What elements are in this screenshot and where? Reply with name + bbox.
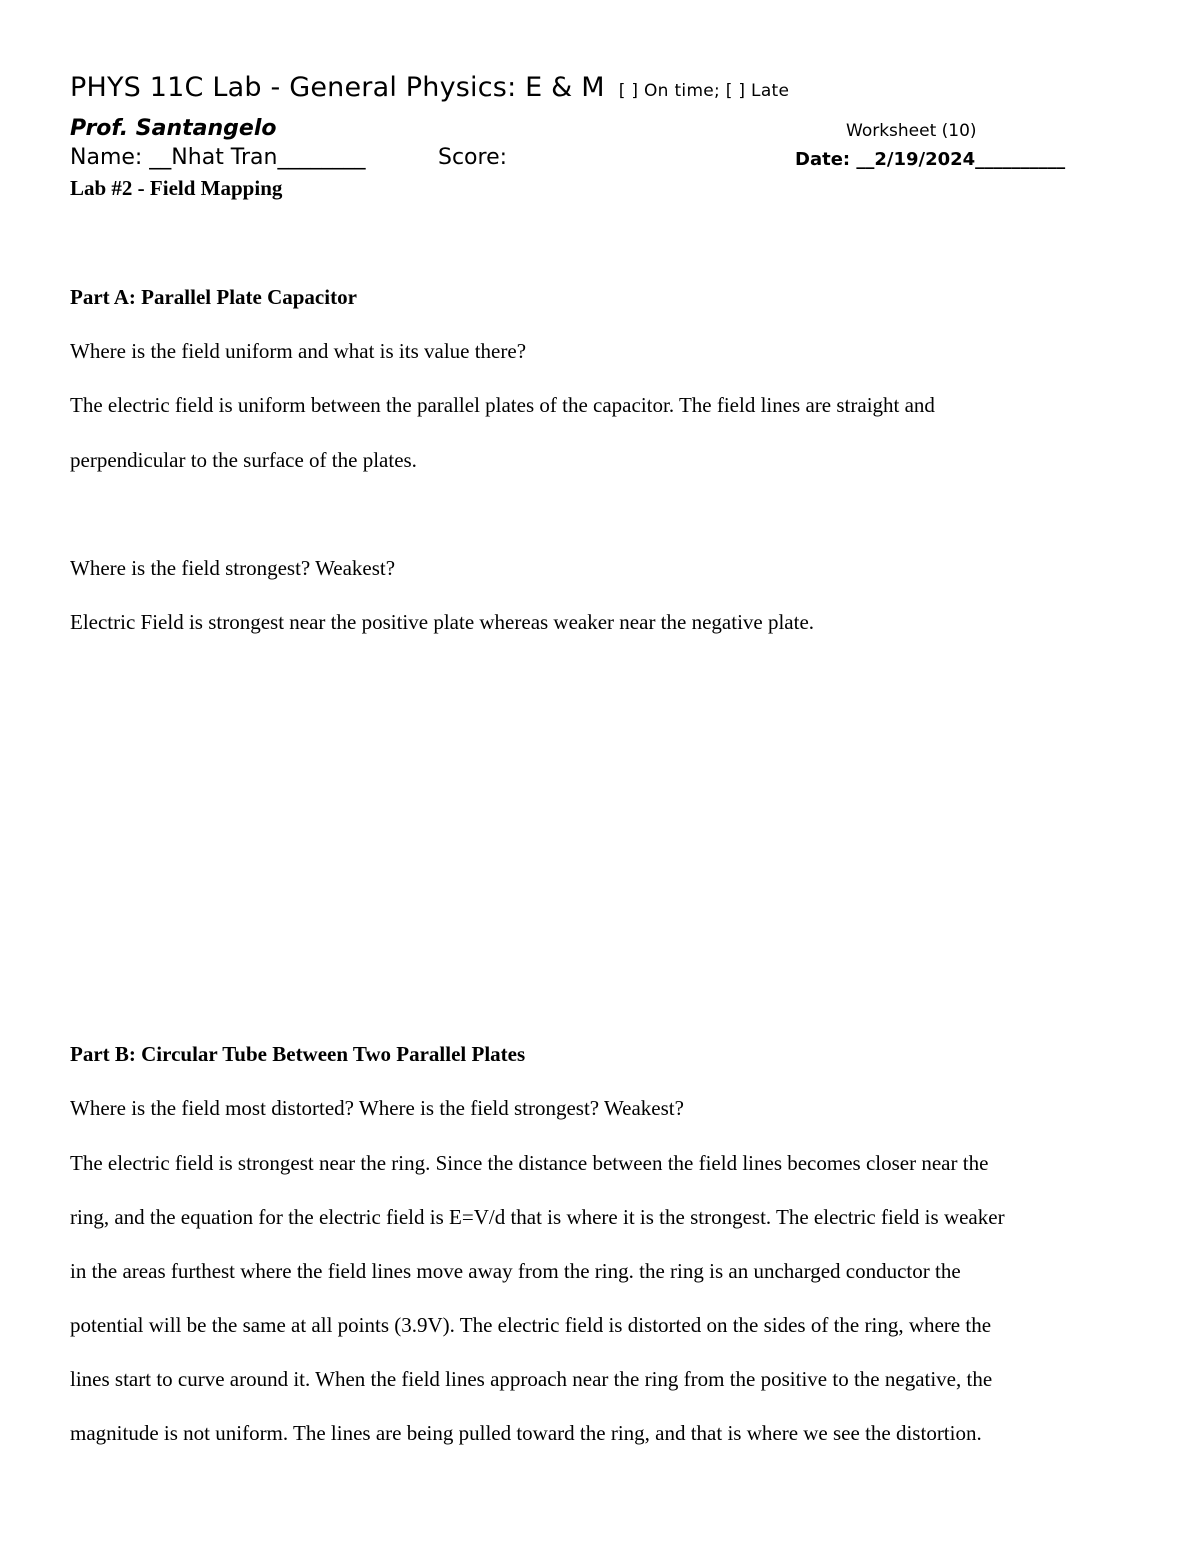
worksheet-label: Worksheet (10)	[846, 121, 977, 141]
part-a-answer-2: Electric Field is strongest near the positive plate whereas weaker near the negative plate.	[70, 610, 815, 634]
part-b-answer-line-3: in the areas furthest where the field lines move away from the ring. the ring is an uncharged conductor the	[70, 1259, 961, 1283]
lab-title: Lab #2 - Field Mapping	[70, 176, 283, 200]
part-b-answer-line-2: ring, and the equation for the electric field is E=V/d that is where it is the strongest. The electric field is weaker	[70, 1205, 1005, 1229]
part-b-answer-line-4: potential will be the same at all points (3.9V). The electric field is distorted on the sides of the ring, where the	[70, 1313, 992, 1337]
submission-status-marks: [ ] On time; [ ] Late	[618, 81, 790, 101]
student-name-line: Name: __Nhat Tran________	[70, 145, 366, 170]
part-a-question-1: Where is the field uniform and what is its value there?	[70, 339, 527, 363]
part-a-answer-1-line-2: perpendicular to the surface of the plates.	[70, 448, 417, 472]
part-a-heading: Part A: Parallel Plate Capacitor	[70, 285, 357, 309]
date-line: Date: __2/19/2024__________	[795, 149, 1066, 170]
part-b-answer-line-6: magnitude is not uniform. The lines are being pulled toward the ring, and that is where we see the distortion.	[70, 1421, 982, 1445]
professor-name: Prof. Santangelo	[70, 116, 277, 141]
part-b-answer-line-5: lines start to curve around it. When the field lines approach near the ring from the positive to the negative, the	[70, 1367, 993, 1391]
part-b-heading: Part B: Circular Tube Between Two Parallel Plates	[70, 1042, 526, 1066]
course-title	[70, 72, 789, 103]
course-title-text: PHYS 11C Lab - General Physics: E & M	[70, 72, 605, 103]
part-a-question-2: Where is the field strongest? Weakest?	[70, 556, 396, 580]
part-a-answer-1-line-1: The electric field is uniform between the parallel plates of the capacitor. The field lines are straight and	[70, 393, 935, 417]
part-b-answer-line-1: The electric field is strongest near the ring. Since the distance between the field lines becomes closer near the	[70, 1151, 989, 1175]
score-label: Score:	[438, 145, 508, 170]
part-b-question-1: Where is the field most distorted? Where is the field strongest? Weakest?	[70, 1096, 684, 1120]
